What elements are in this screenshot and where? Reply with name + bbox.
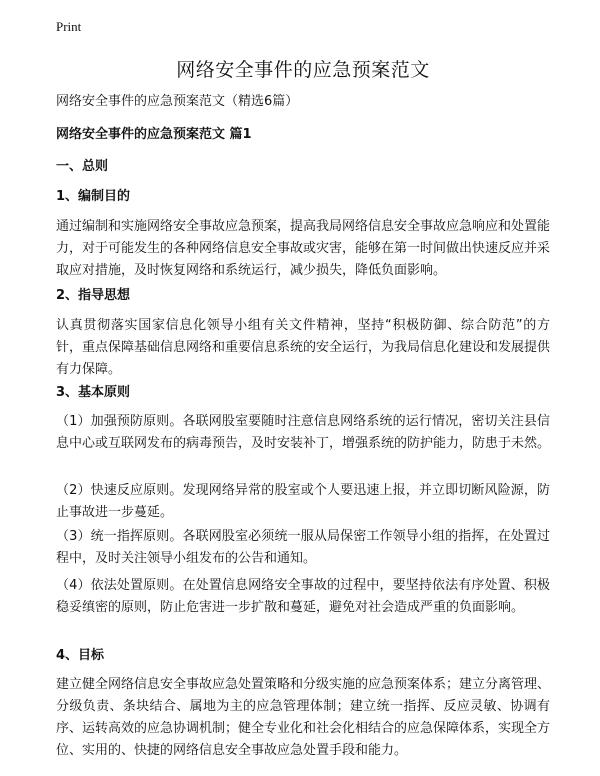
- section-4-text: 建立健全网络信息安全事故应急处置策略和分级实施的应急预案体系；建立分离管理、分级负责、条块结合、属地为主的应急管理体制；建立统一指挥、反应灵敏、协调有序、运转高效的应急协调机制；健全专业化和社会化相结合的应急保障体系，实现全方位、实用的、快捷的网络信息安全事故应急处置手段和能力。: [56, 677, 551, 758]
- principle-4: （4）依法处置原则。在处置信息网络安全事故的过程中，要坚持依法有序处置、积极稳妥缜密的原则，防止危害进一步扩散和蔓延，避免对社会造成严重的负面影响。: [56, 578, 550, 615]
- section-4-heading: 4、目标: [56, 648, 105, 663]
- principle-2: （2）快速反应原则。发现网络异常的股室或个人要迅速上报，并立即切断风险源，防止事故进一步蔓延。: [56, 483, 550, 520]
- section-2-heading: 2、指导思想: [56, 288, 131, 303]
- document-subtitle: 网络安全事件的应急预案范文（精选6篇）: [56, 94, 299, 109]
- section-2-text: 认真贯彻落实国家信息化领导小组有关文件精神，坚持“积极防御、综合防范”的方针，重点保障基础信息网络和重要信息系统的安全运行，为我局信息化建设和发展提供有力保障。: [56, 318, 551, 377]
- section-3-heading: 3、基本原则: [56, 385, 131, 400]
- print-link[interactable]: Print: [56, 19, 82, 34]
- principle-1: （1）加强预防原则。各联网股室要随时注意信息网络系统的运行情况，密切关注县信息中心或互联网发布的病毒预告，及时安装补丁，增强系统的防护能力，防患于未然。: [56, 414, 551, 451]
- part-heading: 网络安全事件的应急预案范文 篇1: [56, 127, 252, 142]
- section-1-text: 通过编制和实施网络安全事故应急预案，提高我局网络信息安全事故应急响应和处置能力，对于可能发生的各种网络信息安全事故或灾害，能够在第一时间做出快速反应并采取应对措施，及时恢复网络和系统运行，减少损失，降低负面影响。: [56, 219, 551, 278]
- section-1-heading: 1、编制目的: [56, 189, 131, 204]
- principle-3: （3）统一指挥原则。各联网股室必须统一服从局保密工作领导小组的指挥，在处置过程中，及时关注领导小组发布的公告和通知。: [56, 529, 550, 566]
- section-general-heading: 一、总则: [56, 159, 109, 174]
- document-title: 网络安全事件的应急预案范文: [176, 59, 430, 81]
